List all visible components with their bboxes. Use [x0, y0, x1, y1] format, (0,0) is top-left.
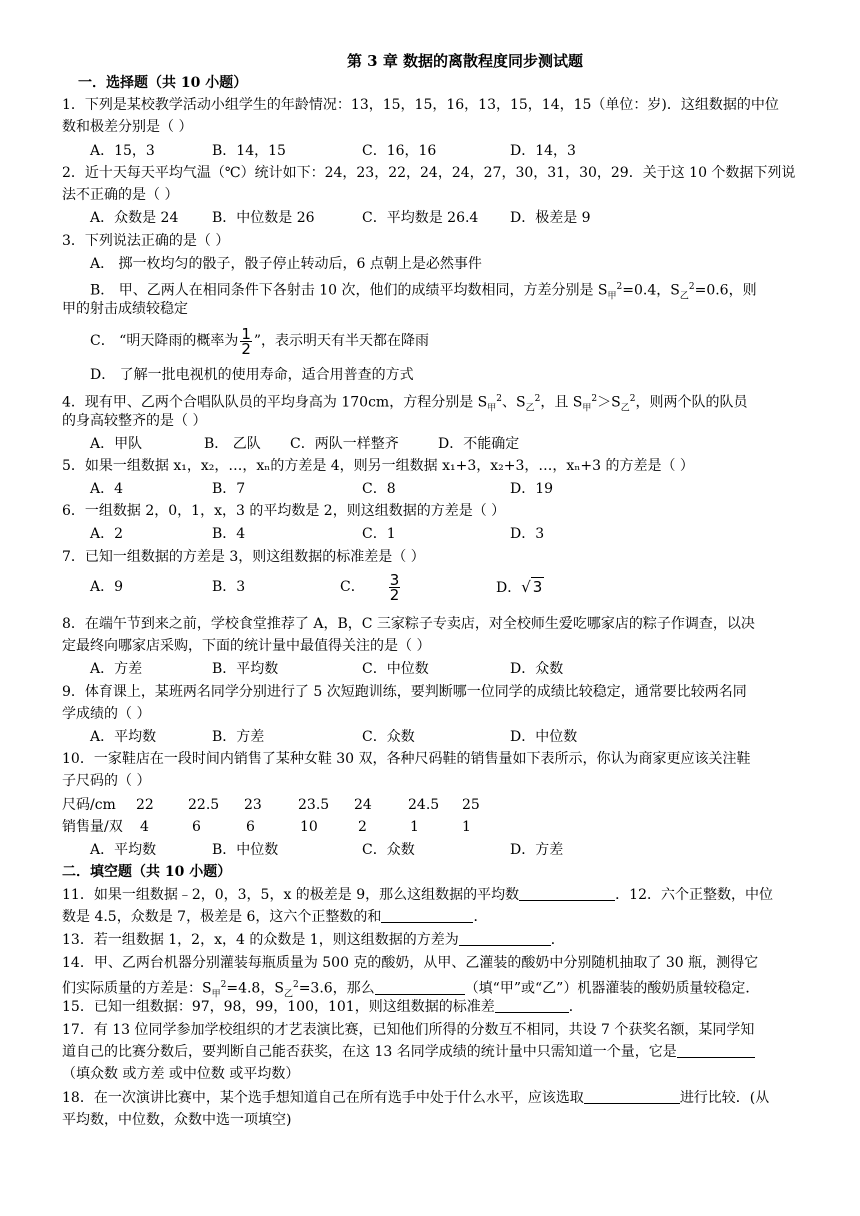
- q4-sup-2: 2: [534, 394, 541, 404]
- q1-option-d: D．14，3: [510, 143, 576, 159]
- q7-d-sqrt: √ 3: [521, 578, 543, 596]
- q12-text-line2: [62, 906, 487, 928]
- q7-option-d: [496, 572, 544, 603]
- size-cell: 23: [244, 797, 262, 813]
- q13-answer-blank[interactable]: [459, 931, 551, 946]
- q10-option-a: A．平均数: [90, 842, 157, 858]
- q5-option-c: C．8: [362, 481, 396, 497]
- q10-option-c: C．众数: [362, 842, 415, 858]
- q8-option-c: C．中位数: [362, 661, 429, 677]
- q7-c-numerator: 3: [389, 570, 400, 589]
- q2-text-line2: 法不正确的是（ ）: [62, 187, 179, 203]
- sales-cell: 2: [358, 819, 367, 835]
- q7-c-denominator: 2: [389, 585, 400, 604]
- q4-option-a: A．甲队: [90, 436, 143, 452]
- q15-part2: ．: [568, 999, 583, 1015]
- q3-text: 3．下列说法正确的是（ ）: [62, 233, 230, 249]
- q9-option-d: D．中位数: [510, 729, 578, 745]
- q2-option-c: C．平均数是 26.4: [362, 210, 479, 226]
- page-title: 第 3 章 数据的离散程度同步测试题: [346, 52, 584, 70]
- q2-text-line1: 2．近十天每天平均气温（℃）统计如下：24，23，22，24，24，27，30，31，30，29．关于这 10 个数据下列说: [62, 165, 796, 181]
- q6-option-b: B．4: [212, 526, 246, 542]
- q12-part2: ．: [473, 909, 488, 925]
- q3-b-sup2: 2: [688, 282, 695, 292]
- size-cell: 22.5: [188, 797, 220, 813]
- q3-option-b-line2: 甲的射击成绩较稳定: [62, 301, 188, 317]
- q14-part1: 们实际质量的方差是：S: [62, 980, 212, 997]
- q18-part1: 18．在一次演讲比赛中，某个选手想知道自己在所有选手中处于什么水平，应该选取: [62, 1090, 584, 1106]
- q9-option-a: A．平均数: [90, 729, 157, 745]
- q1-option-b: B．14，15: [212, 143, 286, 159]
- q17-text-line3: （填众数 或方差 或中位数 或平均数）: [62, 1066, 300, 1082]
- q4-text-line2: 的身高较整齐的是（ ）: [62, 413, 207, 429]
- q14-part2: =4.8，S: [226, 980, 284, 997]
- q3-option-b-line1: [90, 276, 757, 307]
- q6-option-c: C．1: [362, 526, 396, 542]
- q3-c-part1: C． “明天降雨的概率为: [90, 333, 239, 349]
- q3-c-numerator: 1: [241, 324, 251, 343]
- q14-answer-blank[interactable]: [375, 980, 465, 995]
- q17-text-line1: 17．有 13 位同学参加学校组织的才艺表演比赛，已知他们所得的分数互不相同，共设 7 个获奖名额，某同学知: [62, 1022, 755, 1038]
- q4-sup-4: 2: [629, 394, 636, 404]
- q4-sub-jia-1: 甲: [487, 403, 497, 414]
- q3-c-fraction: [240, 324, 252, 358]
- q8-option-a: A．方差: [90, 661, 143, 677]
- q17-part1: 道自己的比赛分数后，要判断自己能否获奖，在这 13 名同学成绩的统计量中只需知道一个量，它是: [62, 1044, 677, 1060]
- size-cell: 24.5: [408, 797, 440, 813]
- size-cell: 23.5: [298, 797, 330, 813]
- q6-text: 6．一组数据 2，0，1，x，3 的平均数是 2，则这组数据的方差是（ ）: [62, 503, 506, 519]
- q5-option-d: D．19: [510, 481, 554, 497]
- size-cell: 25: [462, 797, 480, 813]
- q1-option-c: C．16，16: [362, 143, 437, 159]
- q5-option-a: A．4: [90, 481, 124, 497]
- q9-option-c: C．众数: [362, 729, 415, 745]
- q8-option-b: B．平均数: [212, 661, 279, 677]
- q11-part1: 11．如果一组数据﹣2，0，3，5，x 的极差是 9，那么这组数据的平均数: [62, 887, 520, 903]
- q4-sub-yi-2: 乙: [620, 403, 630, 414]
- sales-cell: 6: [246, 819, 255, 835]
- q14-text-line1: 14．甲、乙两台机器分别灌装每瓶质量为 500 克的酸奶，从甲、乙灌装的酸奶中分别随机抽取了 30 瓶，测得它: [62, 955, 759, 971]
- q14-part3: =3.6，那么: [298, 980, 375, 997]
- size-cell: 24: [354, 797, 372, 813]
- q4-option-d: D．不能确定: [438, 436, 520, 452]
- q4-part2: 、S: [502, 394, 526, 411]
- q7-option-d-label: D．: [496, 580, 522, 596]
- q8-text-line1: 8．在端午节到来之前，学校食堂推荐了 A，B，C 三家粽子专卖店，对全校师生爱吃哪家店的粽子作调查，以决: [62, 616, 755, 632]
- sales-cell: 6: [192, 819, 201, 835]
- q10-text-line1: 10．一家鞋店在一段时间内销售了某种女鞋 30 双，各种尺码鞋的销售量如下表所示，你认为商家更应该关注鞋: [62, 751, 751, 767]
- q7-text: 7．已知一组数据的方差是 3，则这组数据的标准差是（ ）: [62, 549, 425, 565]
- sales-cell: 1: [410, 819, 419, 835]
- q18-answer-blank[interactable]: [584, 1089, 680, 1104]
- q4-sub-yi-1: 乙: [525, 403, 535, 414]
- q4-sub-jia-2: 甲: [582, 403, 592, 414]
- q6-option-d: D．3: [510, 526, 545, 542]
- q2-option-d: D．极差是 9: [510, 210, 591, 226]
- q14-sub-jia: 甲: [211, 989, 221, 1000]
- q7-option-b: B．3: [212, 579, 246, 595]
- q5-option-b: B．7: [212, 481, 246, 497]
- q3-b-part3: =0.6，则: [694, 282, 757, 299]
- q4-sup-1: 2: [496, 394, 502, 404]
- size-cell: 22: [136, 797, 154, 813]
- q11-part2: ．12．六个正整数，中位: [615, 887, 773, 903]
- q7-option-c: [340, 572, 402, 602]
- sales-table-row: [62, 816, 662, 838]
- q4-option-c: C．两队一样整齐: [290, 436, 399, 452]
- q8-option-d: D．众数: [510, 661, 564, 677]
- q4-part5: ，则两个队的队员: [635, 394, 748, 411]
- q10-option-b: B．中位数: [212, 842, 279, 858]
- section-choice-heading: 一．选择题（共 10 小题）: [78, 75, 248, 91]
- q14-part4: （填“甲”或“乙”）机器灌装的酸奶质量较稳定．: [464, 980, 760, 997]
- q14-sub-yi: 乙: [283, 989, 293, 1000]
- q1-option-a: A．15，3: [90, 143, 155, 159]
- q12-answer-blank[interactable]: [381, 908, 473, 923]
- q4-part4: ＞S: [597, 394, 621, 411]
- q13-text: [62, 929, 565, 951]
- q17-text-line2: [62, 1041, 755, 1063]
- q15-part1: 15．已知一组数据：97，98，99，100，101，则这组数据的标准差: [62, 999, 495, 1015]
- q1-text-line1: 1．下列是某校教学活动小组学生的年龄情况：13，15，15，16，13，15，14，15（单位：岁)．这组数据的中位: [62, 97, 779, 113]
- q3-option-a: A． 掷一枚均匀的骰子，骰子停止转动后，6 点朝上是必然事件: [90, 256, 482, 272]
- q10-option-d: D．方差: [510, 842, 564, 858]
- q4-sup-3: 2: [591, 394, 598, 404]
- q2-option-b: B．中位数是 26: [212, 210, 315, 226]
- sales-cell: 4: [140, 819, 149, 835]
- q9-text-line2: 学成绩的（ ）: [62, 706, 151, 722]
- q17-answer-blank[interactable]: [677, 1043, 755, 1058]
- q3-b-sub-yi: 乙: [679, 291, 689, 302]
- q4-part3: ，且 S: [540, 394, 583, 411]
- q3-option-d: D． 了解一批电视机的使用寿命，适合用普查的方式: [90, 367, 414, 383]
- q7-c-fraction: [389, 570, 401, 604]
- q10-text-line2: 子尺码的（ ）: [62, 773, 151, 789]
- q18-text-line1: [62, 1087, 769, 1109]
- q8-text-line2: 定最终向哪家店采购，下面的统计量中最值得关注的是（ ）: [62, 638, 431, 654]
- q9-option-b: B．方差: [212, 729, 265, 745]
- sales-cell: 1: [462, 819, 471, 835]
- size-row-label: 尺码/cm: [62, 797, 116, 813]
- q3-c-part2: ”，表示明天有半天都在降雨: [253, 333, 430, 349]
- q12-part1: 数是 4.5，众数是 7，极差是 6，这六个正整数的和: [62, 909, 382, 925]
- q4-option-b: B． 乙队: [204, 436, 261, 452]
- q13-part2: ．: [550, 932, 565, 948]
- q11-text-line1: [62, 884, 773, 906]
- q6-option-a: A．2: [90, 526, 124, 542]
- size-table-row: [62, 794, 662, 816]
- q4-part1: 4．现有甲、乙两个合唱队队员的平均身高为 170cm，方程分别是 S: [62, 394, 488, 411]
- q18-text-line2: 平均数，中位数，众数中选一项填空): [62, 1112, 292, 1128]
- q7-d-radicand: 3: [532, 578, 543, 596]
- q3-c-denominator: 2: [241, 339, 251, 358]
- q15-text: [62, 996, 583, 1018]
- section-fill-heading: 二．填空题（共 10 小题）: [62, 864, 232, 880]
- q13-part1: 13．若一组数据 1，2，x，4 的众数是 1，则这组数据的方差为: [62, 932, 459, 948]
- sales-cell: 10: [300, 819, 318, 835]
- q11-answer-blank[interactable]: [519, 886, 615, 901]
- q9-text-line1: 9．体育课上，某班两名同学分别进行了 5 次短跑训练，要判断哪一位同学的成绩比较稳定，通常要比较两名同: [62, 684, 747, 700]
- q14-sup-2: 2: [292, 980, 299, 990]
- q3-b-part2: =0.4，S: [622, 282, 680, 299]
- q15-answer-blank[interactable]: [495, 998, 569, 1013]
- q5-text: 5．如果一组数据 x₁，x₂，…，xₙ的方差是 4，则另一组数据 x₁+3，x₂+3，…，xₙ+3 的方差是（ ）: [62, 458, 694, 474]
- q14-sup-1: 2: [220, 980, 227, 990]
- q7-option-a: A．9: [90, 579, 124, 595]
- q1-text-line2: 数和极差分别是（ ）: [62, 119, 193, 135]
- q3-option-c: [90, 326, 429, 356]
- q2-option-a: A．众数是 24: [90, 210, 179, 226]
- q18-part2: 进行比较．(从: [679, 1090, 770, 1106]
- sales-row-label: 销售量/双: [62, 819, 123, 835]
- q3-b-part1: B． 甲、乙两人在相同条件下各射击 10 次，他们的成绩平均数相同，方差分别是 S: [90, 282, 608, 299]
- q3-b-sub-jia: 甲: [607, 291, 617, 302]
- q7-option-c-label: C．: [340, 579, 365, 595]
- q3-b-sup1: 2: [616, 282, 623, 292]
